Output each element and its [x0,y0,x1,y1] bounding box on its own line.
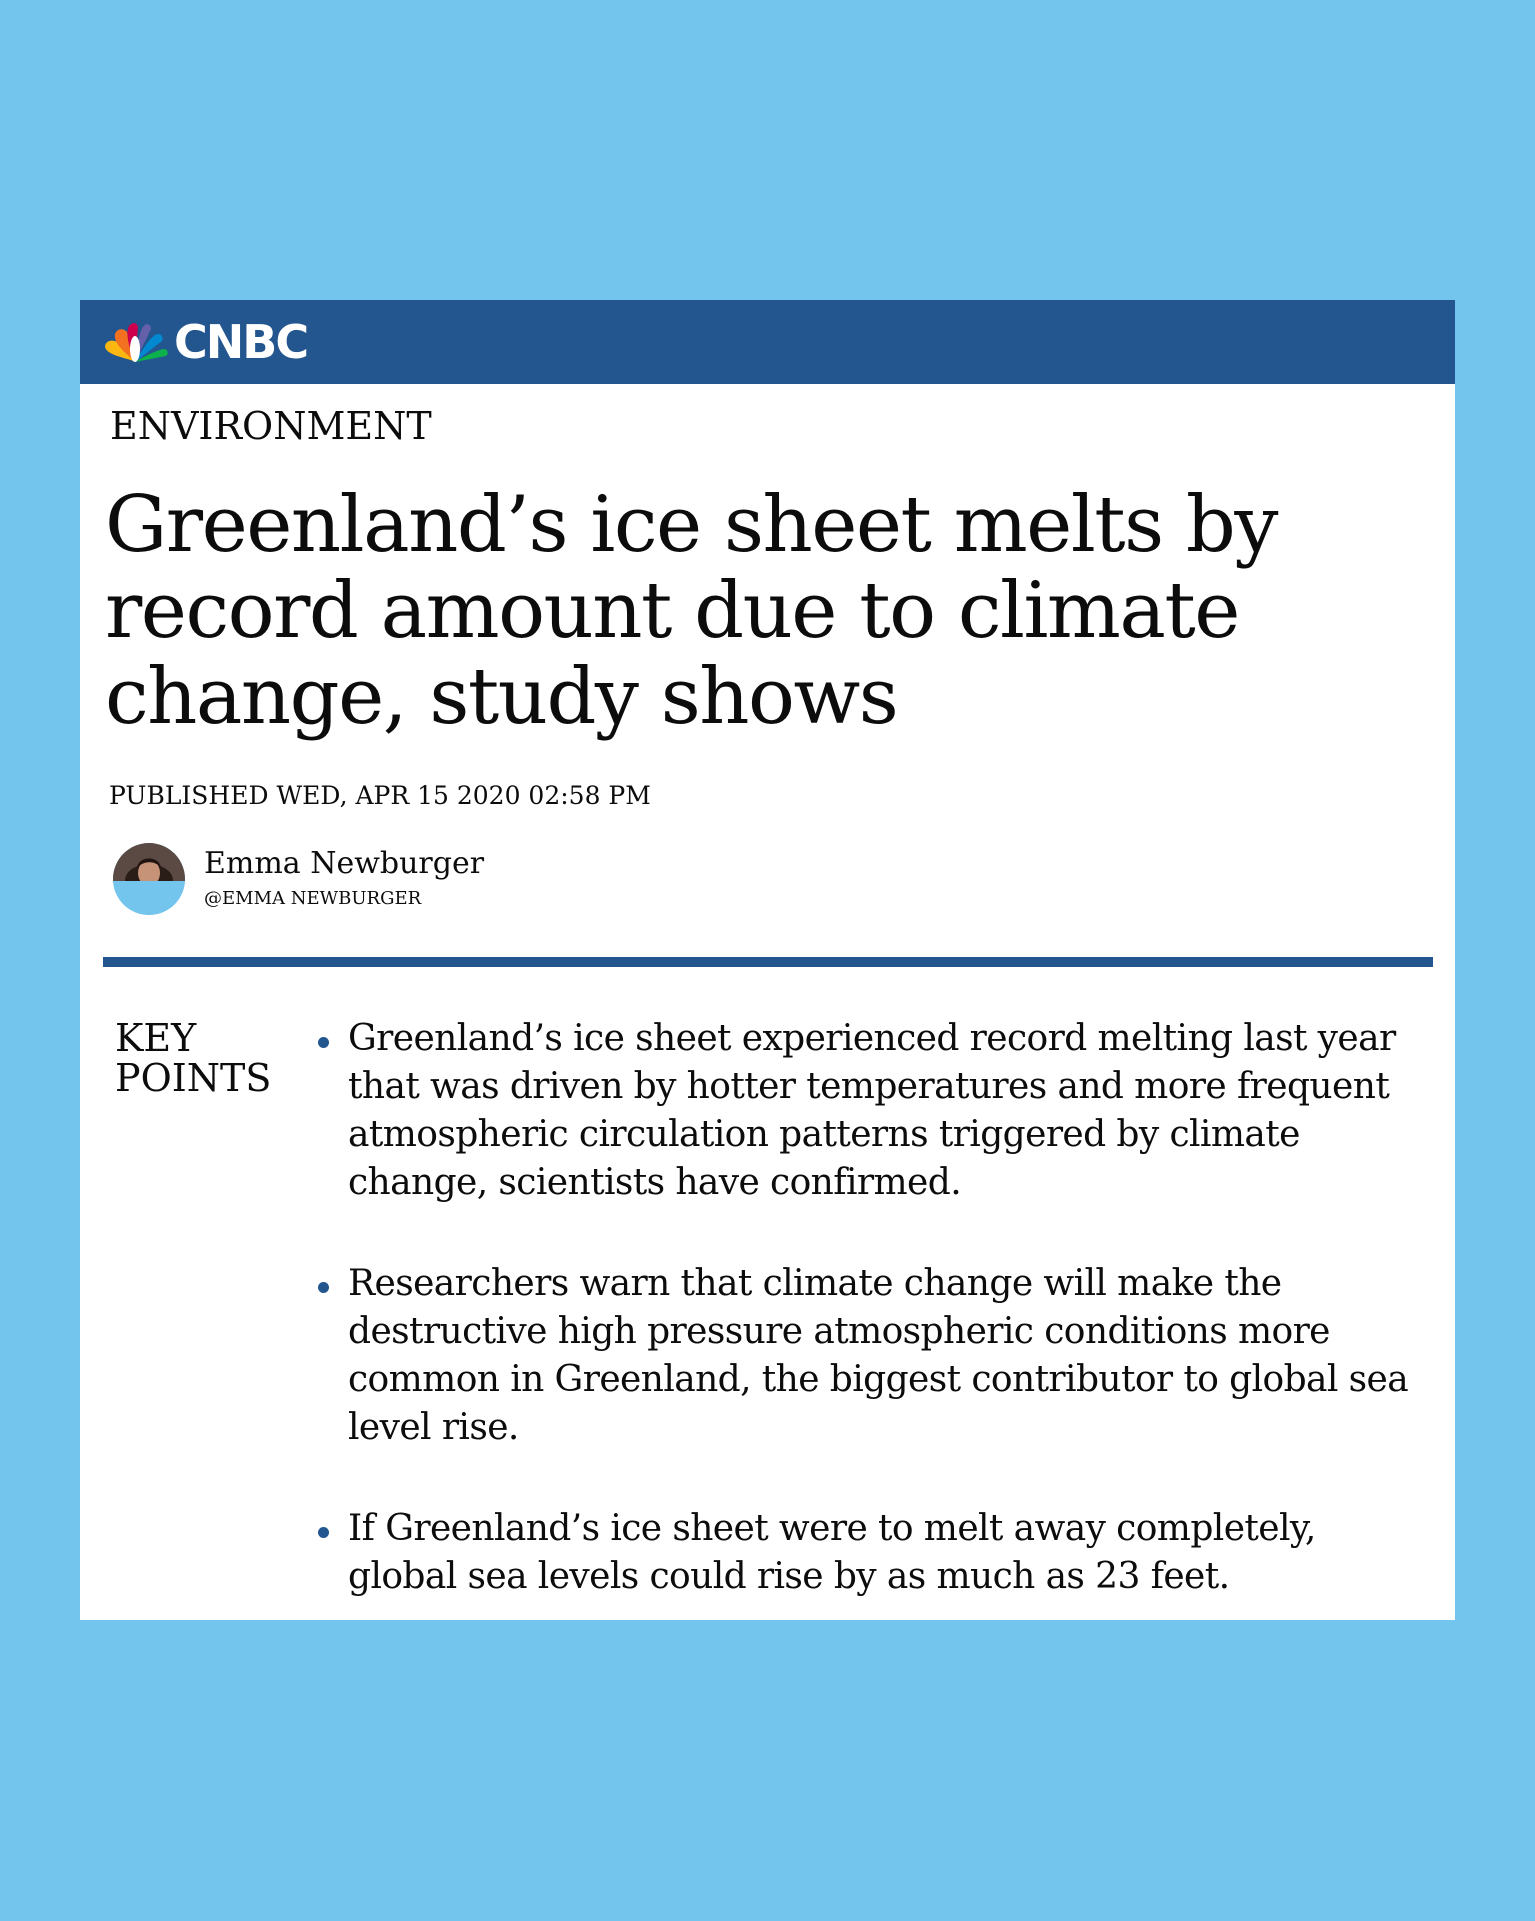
section-label[interactable]: ENVIRONMENT [110,404,432,448]
key-point-item [315,1015,1425,1207]
author-handle[interactable]: @EMMA NEWBURGER [204,888,422,909]
key-point-item [315,1505,1425,1601]
author-avatar[interactable] [113,843,185,915]
key-point-item [315,1260,1425,1452]
author-avatar-icon [113,843,185,915]
bullet-icon [318,1037,329,1048]
article-card [80,300,1455,1620]
logo-text: CNBC [174,315,308,369]
bullet-icon [318,1527,329,1538]
brand-bar [80,300,1455,384]
bullet-icon [318,1282,329,1293]
headline: Greenland’s ice sheet melts by record amount due to climate change, study shows [105,480,1277,742]
key-points-label: KEY POINTS [115,1016,272,1100]
key-point-text: Greenland’s ice sheet experienced record melting last year that was driven by hotter temperatures and more frequent atmospheric circulation patterns triggered by climate change, scientists have confirmed. [348,1018,1396,1203]
divider [103,957,1433,967]
author-name[interactable]: Emma Newburger [204,846,485,881]
cnbc-logo[interactable] [102,315,308,369]
key-point-text: Researchers warn that climate change will make the destructive high pressure atmospheric conditions more common in Greenland, the biggest contributor to global sea level rise. [348,1263,1409,1448]
key-point-text: If Greenland’s ice sheet were to melt away completely, global sea levels could rise by as much as 23 feet. [348,1508,1316,1597]
peacock-icon [102,321,168,363]
key-points-list [315,1015,1425,1654]
published-date: PUBLISHED WED, APR 15 2020 02:58 PM [109,781,651,810]
